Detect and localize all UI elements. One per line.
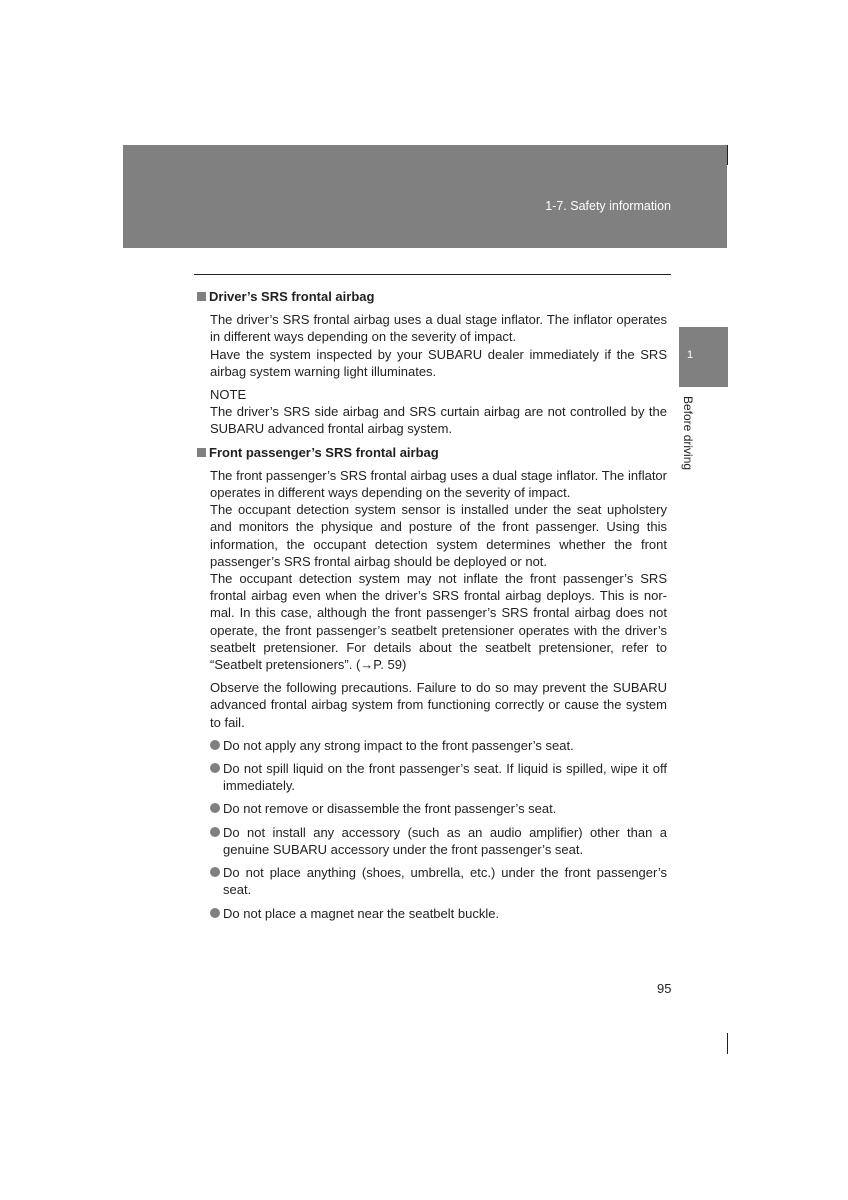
note-text: The driver’s SRS side airbag and SRS curtain airbag are not controlled by the SUBARU advanced frontal airbag system.: [210, 404, 667, 437]
list-item: [210, 905, 667, 922]
list-item-text: Do not apply any strong impact to the front passenger’s seat.: [223, 737, 574, 753]
heading-text: Driver’s SRS frontal airbag: [209, 289, 375, 304]
crop-mark-bottom: [727, 1033, 728, 1054]
list-item-text: Do not remove or disassemble the front passenger’s seat.: [223, 801, 557, 817]
bullet-dot-icon: [210, 867, 220, 877]
list-item: [210, 800, 667, 817]
list-item-text: Do not place a magnet near the seatbelt buckle.: [223, 905, 500, 921]
top-rule: [194, 274, 671, 275]
bullet-dot-icon: [210, 803, 220, 813]
section-title: 1-7. Safety information: [545, 199, 671, 213]
bullet-dot-icon: [210, 763, 220, 773]
list-item-text: Do not place anything (shoes, umbrella, etc.) under the front passenger’s seat.: [223, 865, 667, 898]
list-item: [210, 824, 667, 858]
list-item-text: Do not install any accessory (such as an audio amplifier) other than a genuine SUBARU accessory under the front passenger’s seat.: [223, 824, 667, 857]
paragraph: The driver’s SRS frontal airbag uses a dual stage inflator. The inflator operates in different ways depending on the severity of impact.: [210, 312, 667, 345]
paragraph: The occupant detection system sensor is installed under the seat upholstery and monitors the physique and posture of the front passenger. Using this information, the occupant detection system determines whether the front passenger’s SRS frontal airbag should be deployed or not.: [210, 502, 667, 569]
crop-mark-top: [727, 145, 728, 165]
bullet-dot-icon: [210, 740, 220, 750]
paragraph: The front passenger’s SRS frontal airbag uses a dual stage inflator. The inflator operates in different ways depending on the severity of impact.: [210, 467, 667, 501]
bullet-dot-icon: [210, 827, 220, 837]
paragraph: The occupant detection system may not inflate the front passenger’s SRS frontal airbag even when the driver’s SRS frontal airbag deploys. This is normal. In this case, although the front passenger’s SRS frontal airbag does not operate, the front passenger’s seatbelt pretensioner operates with the driver’s seatbelt pretensioner. For details about the seatbelt pretensioner, refer to “Seatbelt pretensioners”. (→P. 59): [210, 571, 667, 673]
heading-text: Front passenger’s SRS frontal airbag: [209, 444, 439, 460]
header-band: [123, 145, 727, 248]
paragraph: Have the system inspected by your SUBARU dealer immediately if the SRS airbag system warning light illuminates.: [210, 346, 667, 379]
list-item: [210, 864, 667, 898]
square-bullet-icon: [197, 292, 206, 301]
list-item-text: Do not spill liquid on the front passenger’s seat. If liquid is spilled, wipe it off immediately.: [223, 761, 667, 794]
list-item: [210, 760, 667, 794]
square-bullet-icon: [197, 448, 206, 457]
chapter-tab: [679, 327, 728, 387]
page-number: 95: [657, 981, 672, 996]
section-heading: [197, 288, 667, 305]
list-item: [210, 737, 667, 754]
paragraph: Observe the following precautions. Failure to do so may prevent the SUBARU advanced frontal airbag system from functioning correctly or cause the system to fail.: [210, 680, 667, 730]
chapter-number: 1: [687, 349, 694, 361]
precautions-list: [210, 737, 667, 922]
bullet-dot-icon: [210, 908, 220, 918]
chapter-label: Before driving: [681, 396, 695, 471]
section-heading: [197, 444, 667, 461]
note-label: NOTE: [210, 387, 247, 403]
page-content: [197, 288, 667, 928]
